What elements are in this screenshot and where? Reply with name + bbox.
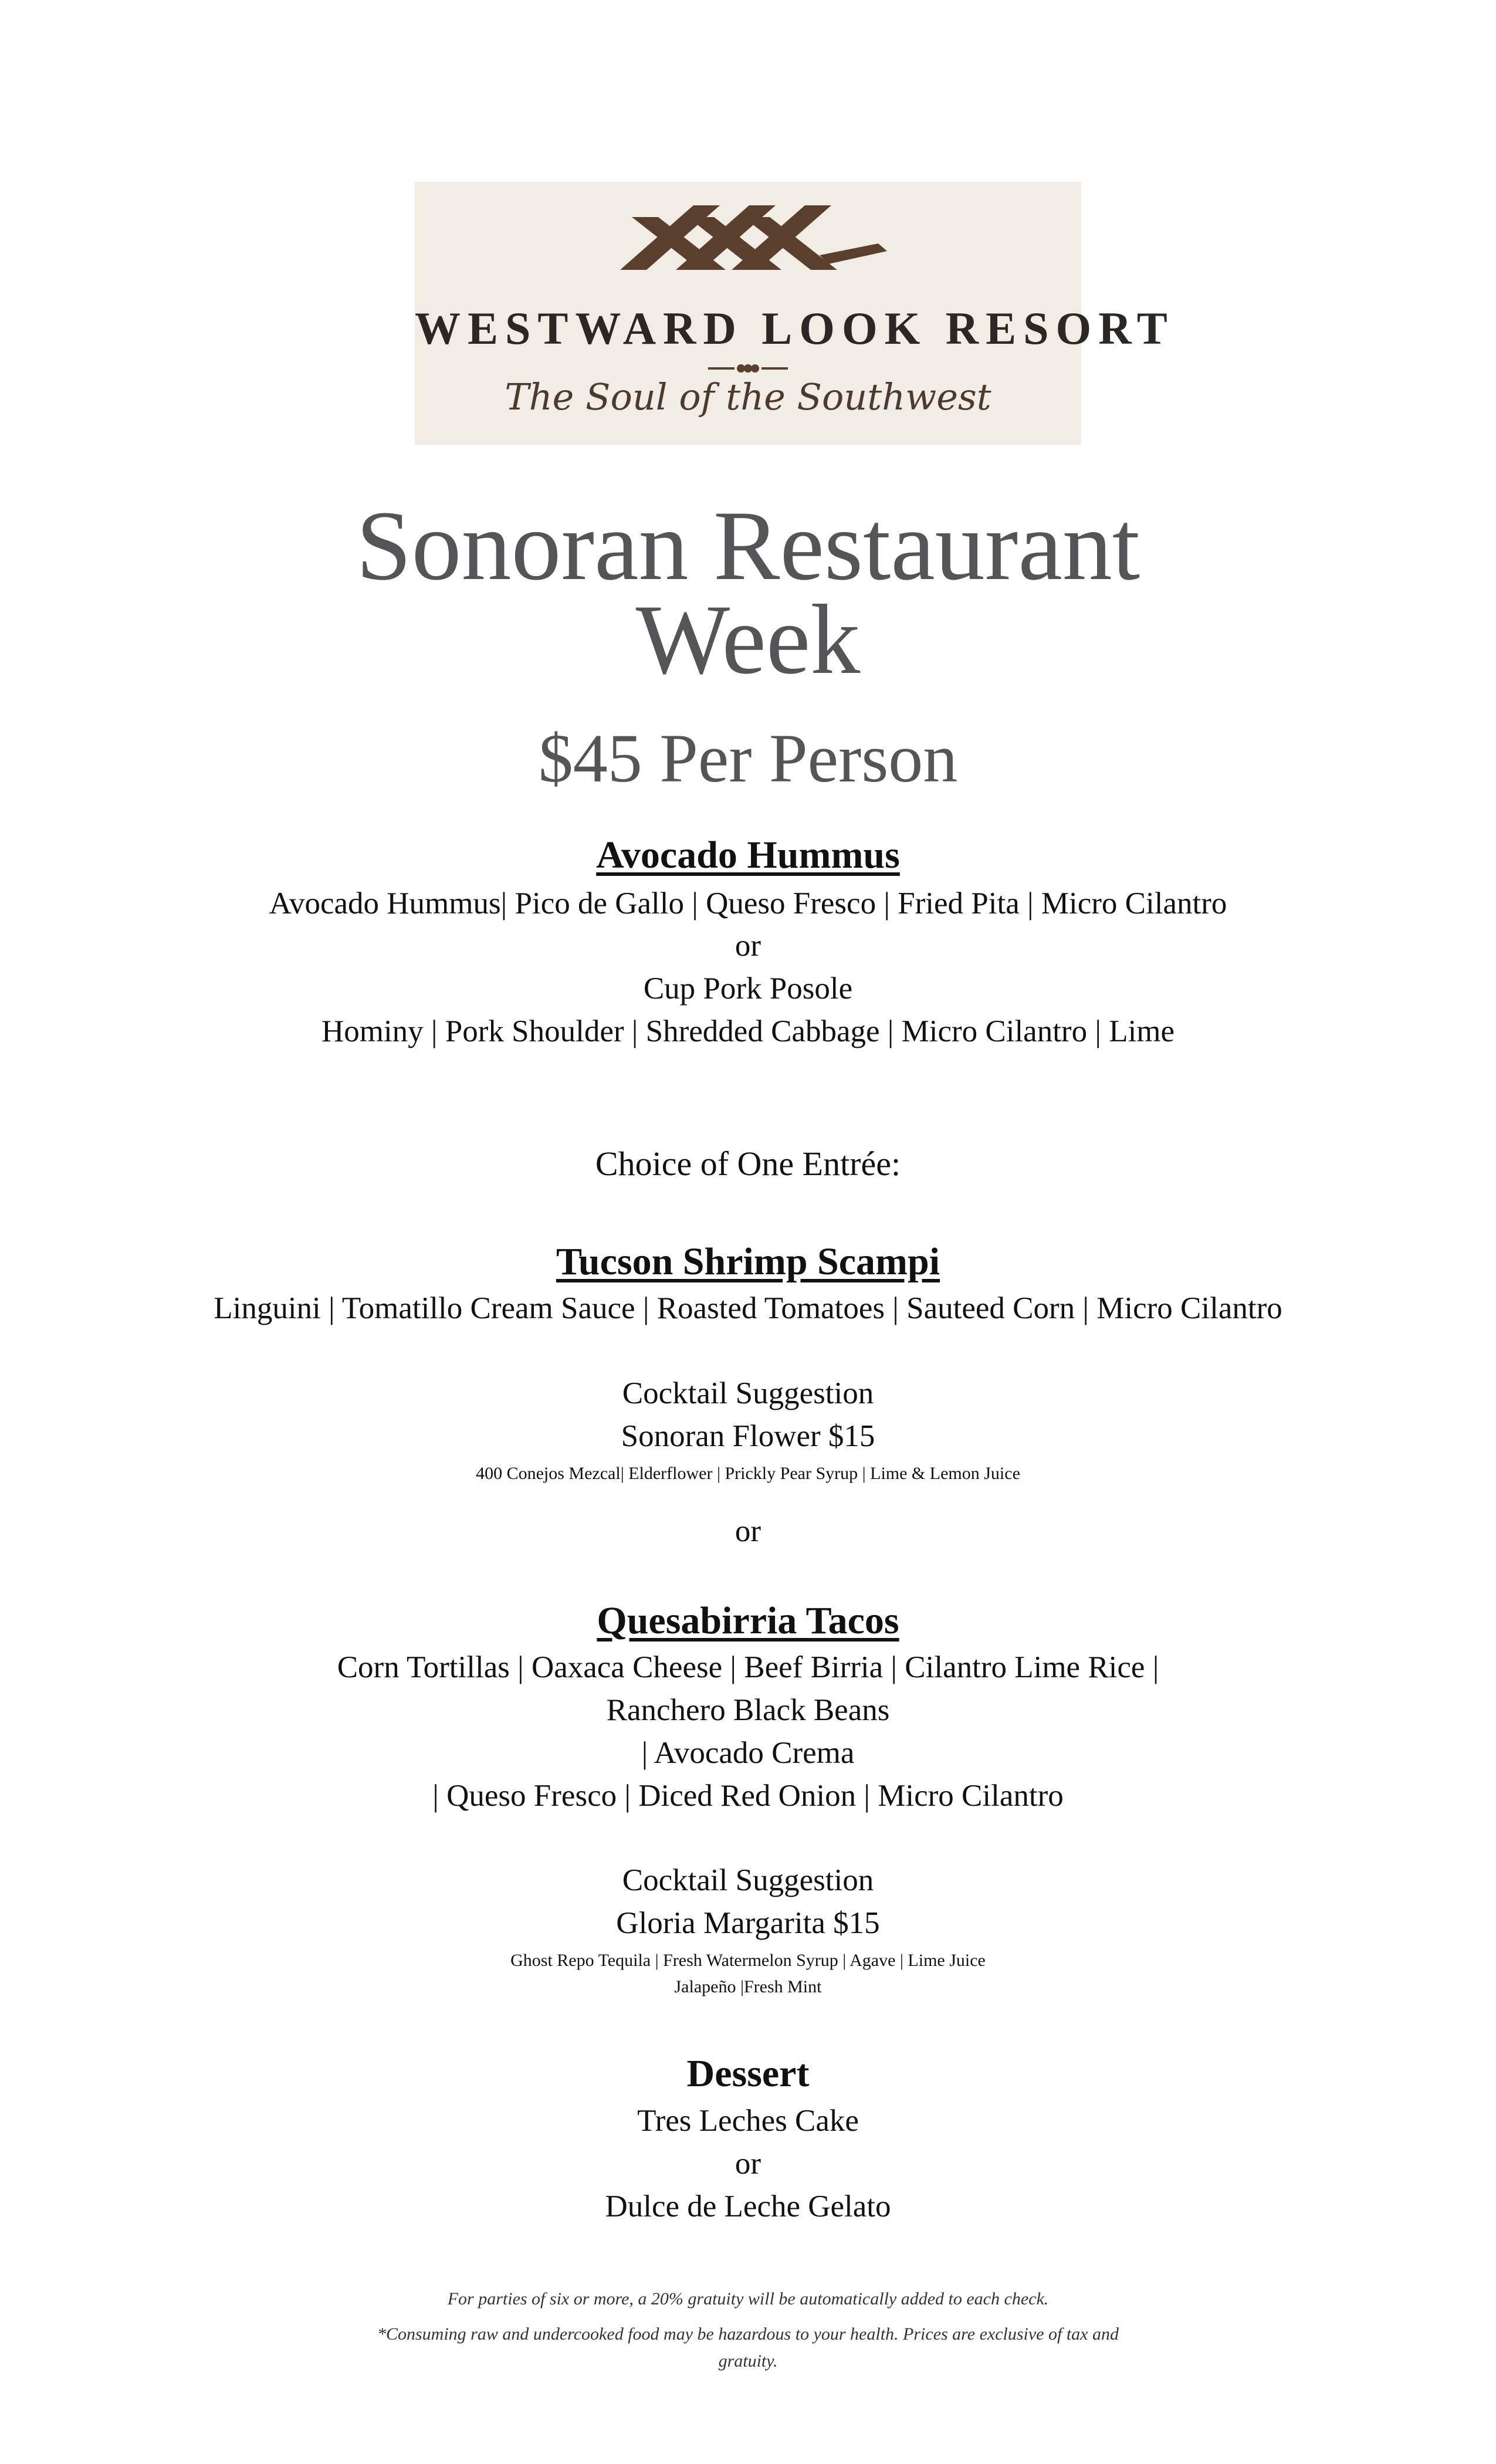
entree1-heading: Tucson Shrimp Scampi	[556, 1240, 940, 1283]
starter-heading: Avocado Hummus	[596, 834, 900, 876]
entree1-cocktail-label: Cocktail Suggestion	[622, 1376, 874, 1410]
page-title-line-2: Week	[635, 584, 861, 695]
dessert-item-2: Dulce de Leche Gelato	[605, 2189, 891, 2223]
entree-intro: Choice of One Entrée:	[595, 1145, 901, 1183]
logo-brand-text: WESTWARD LOOK RESORT	[415, 303, 1175, 354]
dessert-heading: Dessert	[686, 2052, 810, 2095]
logo-tagline: The Soul of the Southwest	[505, 375, 991, 418]
entree2-heading: Quesabirria Tacos	[597, 1599, 899, 1642]
entree2-cocktail-ingredients-2: Jalapeño |Fresh Mint	[674, 1977, 822, 1996]
starter-alt-name: Cup Pork Posole	[643, 972, 853, 1006]
entree1-cocktail-ingredients: 400 Conejos Mezcal| Elderflower | Prickly Pear Syrup | Lime & Lemon Juice	[476, 1464, 1020, 1483]
entree2-line-1: Corn Tortillas | Oaxaca Cheese | Beef Birria | Cilantro Lime Rice |	[337, 1650, 1159, 1684]
health-note-line-1: *Consuming raw and undercooked food may be hazardous to your health. Prices are exclusive of tax and	[377, 2324, 1119, 2344]
entree2-line-4: | Queso Fresco | Diced Red Onion | Micro Cilantro	[432, 1779, 1064, 1813]
entree2-cocktail: Gloria Margarita $15	[616, 1906, 880, 1940]
starter-description: Avocado Hummus| Pico de Gallo | Queso Fresco | Fried Pita | Micro Cilantro	[269, 886, 1227, 920]
price-per-person: $45 Per Person	[538, 720, 958, 797]
entree1-description: Linguini | Tomatillo Cream Sauce | Roasted Tomatoes | Sauteed Corn | Micro Cilantro	[214, 1291, 1282, 1325]
entree-or: or	[735, 1514, 761, 1548]
entree2-line-3: | Avocado Crema	[641, 1736, 855, 1770]
resort-logo	[415, 182, 1175, 445]
entree2-cocktail-ingredients-1: Ghost Repo Tequila | Fresh Watermelon Syrup | Agave | Lime Juice	[510, 1951, 986, 1970]
health-note-line-2: gratuity.	[718, 2351, 778, 2371]
gratuity-note: For parties of six or more, a 20% gratuity will be automatically added to each check.	[447, 2289, 1049, 2309]
dessert-or: or	[735, 2147, 761, 2181]
entree2-cocktail-label: Cocktail Suggestion	[622, 1863, 874, 1897]
entree2-line-2: Ranchero Black Beans	[606, 1693, 890, 1727]
starter-alt-description: Hominy | Pork Shoulder | Shredded Cabbage | Micro Cilantro | Lime	[321, 1014, 1175, 1048]
starter-or: or	[735, 929, 761, 963]
entree1-cocktail: Sonoran Flower $15	[621, 1419, 875, 1453]
dessert-item-1: Tres Leches Cake	[637, 2104, 859, 2138]
page-title-line-1: Sonoran Restaurant	[356, 490, 1140, 601]
